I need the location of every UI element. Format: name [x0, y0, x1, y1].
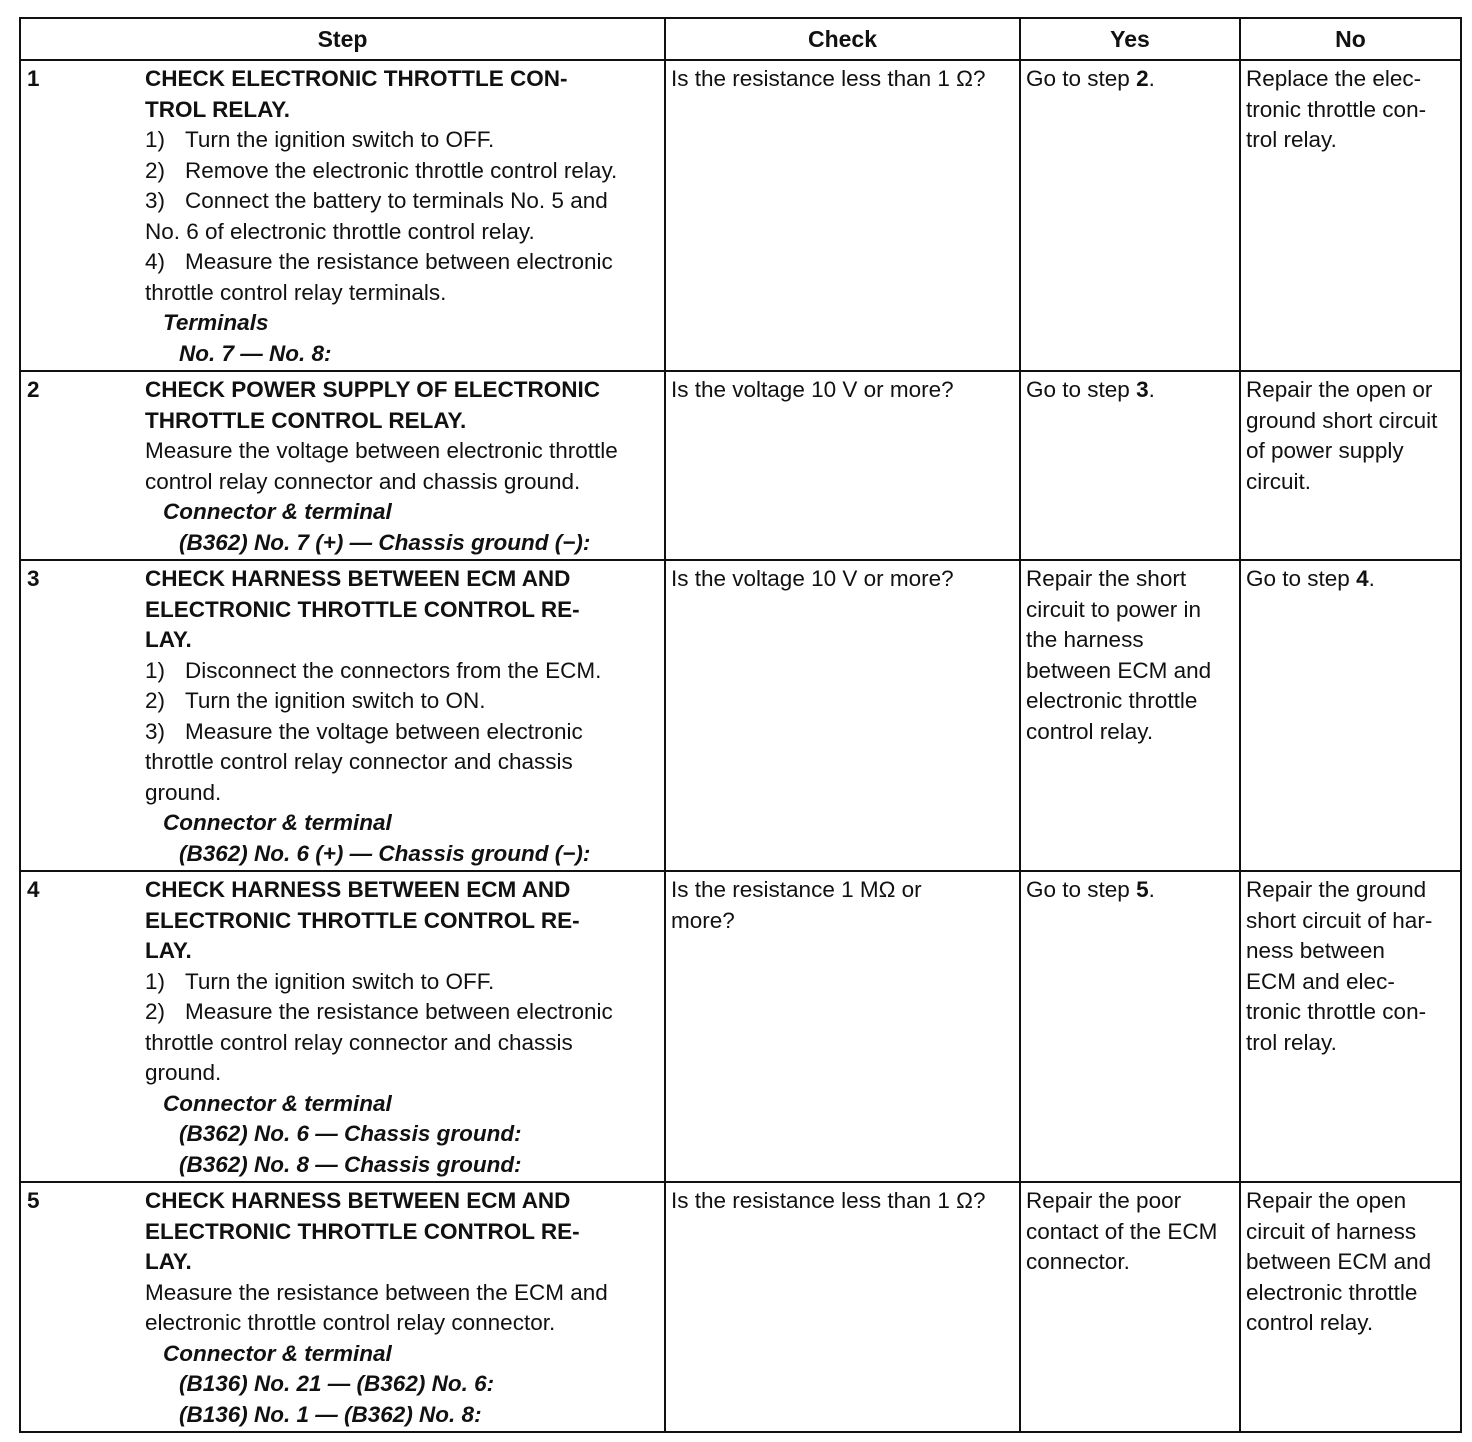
header-step: Step	[20, 18, 665, 60]
instruction-continuation: ground.	[145, 779, 222, 805]
no-cell	[1240, 560, 1461, 871]
table-row	[20, 1182, 1461, 1432]
no-cell	[1240, 371, 1461, 560]
yes-cell	[1020, 1182, 1240, 1432]
table-row	[20, 871, 1461, 1182]
spec-value: (B136) No. 21 — (B362) No. 6:	[179, 1371, 495, 1396]
check-text: Is the resistance 1 MΩ or more?	[671, 877, 922, 933]
no-cell	[1240, 871, 1461, 1182]
instruction: 3) Measure the voltage between electronic	[145, 718, 583, 744]
yes-cell	[1020, 60, 1240, 371]
no-text: Repair the ground short circuit of har- ness between ECM and elec- tronic throttle con- trol relay.	[1246, 877, 1433, 1055]
instruction: 2) Turn the ignition switch to ON.	[145, 688, 486, 713]
step-cell	[20, 371, 665, 560]
instruction: 4) Measure the resistance between electronic	[145, 249, 613, 274]
table-row	[20, 371, 1461, 560]
yes-cell	[1020, 560, 1240, 871]
check-cell	[665, 871, 1020, 1182]
header-row	[20, 18, 1461, 60]
step-cell	[20, 60, 665, 371]
instruction-continuation: ground.	[145, 1060, 222, 1085]
instruction-continuation: throttle control relay connector and chassis	[145, 1029, 573, 1055]
spec-value: No. 7 — No. 8:	[179, 340, 332, 366]
spec-heading: Connector & terminal	[163, 1090, 392, 1116]
yes-text: Go to step 3.	[1026, 377, 1155, 402]
instruction: 1) Turn the ignition switch to OFF.	[145, 127, 495, 152]
no-text: Replace the elec- tronic throttle con- trol relay.	[1246, 66, 1427, 152]
check-cell	[665, 371, 1020, 560]
yes-text: Repair the short circuit to power in the harness between ECM and electronic throttle control relay.	[1026, 566, 1212, 744]
instruction-continuation: No. 6 of electronic throttle control relay.	[145, 218, 535, 244]
yes-text: Go to step 5.	[1026, 877, 1155, 902]
spec-value: (B362) No. 6 (+) — Chassis ground (−):	[179, 840, 591, 866]
no-text: Repair the open circuit of harness between ECM and electronic throttle control relay.	[1246, 1188, 1432, 1335]
yes-text: Repair the poor contact of the ECM connector.	[1026, 1188, 1218, 1274]
no-cell	[1240, 1182, 1461, 1432]
instruction-continuation: throttle control relay connector and chassis	[145, 749, 573, 774]
step-number: 2	[27, 377, 40, 402]
instruction: 1) Turn the ignition switch to OFF.	[145, 968, 495, 994]
header-yes: Yes	[1020, 18, 1240, 60]
spec-value: (B362) No. 8 — Chassis ground:	[179, 1151, 522, 1177]
step-instruction: Measure the resistance between the ECM and	[145, 1279, 608, 1305]
spec-heading: Connector & terminal	[163, 810, 392, 835]
step-title: CHECK HARNESS BETWEEN ECM AND	[145, 1188, 571, 1213]
no-text: Repair the open or ground short circuit of power supply circuit.	[1246, 377, 1438, 494]
yes-text: Go to step 2.	[1026, 66, 1155, 91]
step-cell	[20, 871, 665, 1182]
step-title: LAY.	[145, 938, 192, 963]
table-row	[20, 60, 1461, 371]
spec-heading: Connector & terminal	[163, 499, 392, 524]
step-title: ELECTRONIC THROTTLE CONTROL RE-	[145, 596, 580, 622]
no-text: Go to step 4.	[1246, 566, 1375, 591]
step-instruction: control relay connector and chassis ground.	[145, 468, 581, 494]
check-text: Is the resistance less than 1 Ω?	[671, 66, 986, 91]
step-title: THROTTLE CONTROL RELAY.	[145, 407, 467, 433]
instruction: 1) Disconnect the connectors from the ECM.	[145, 657, 602, 683]
header-no: No	[1240, 18, 1461, 60]
check-cell	[665, 1182, 1020, 1432]
step-title: ELECTRONIC THROTTLE CONTROL RE-	[145, 907, 580, 933]
check-cell	[665, 560, 1020, 871]
step-instruction: Measure the voltage between electronic throttle	[145, 438, 618, 463]
instruction: 2) Remove the electronic throttle control relay.	[145, 157, 618, 183]
step-title: TROL RELAY.	[145, 96, 291, 122]
yes-cell	[1020, 871, 1240, 1182]
step-title: LAY.	[145, 627, 192, 652]
check-text: Is the voltage 10 V or more?	[671, 566, 954, 591]
step-number: 5	[27, 1188, 40, 1213]
step-title: CHECK ELECTRONIC THROTTLE CON-	[145, 66, 568, 91]
table-row	[20, 560, 1461, 871]
step-cell	[20, 560, 665, 871]
spec-value: (B362) No. 6 — Chassis ground:	[179, 1121, 522, 1146]
step-title: CHECK HARNESS BETWEEN ECM AND	[145, 877, 571, 902]
step-title: CHECK HARNESS BETWEEN ECM AND	[145, 566, 571, 591]
step-number: 4	[27, 877, 40, 902]
step-title: LAY.	[145, 1249, 192, 1274]
spec-value: (B362) No. 7 (+) — Chassis ground (−):	[179, 529, 591, 555]
step-cell	[20, 1182, 665, 1432]
check-text: Is the voltage 10 V or more?	[671, 377, 954, 402]
step-title: CHECK POWER SUPPLY OF ELECTRONIC	[145, 377, 601, 402]
step-title: ELECTRONIC THROTTLE CONTROL RE-	[145, 1218, 580, 1244]
header-check: Check	[665, 18, 1020, 60]
no-cell	[1240, 60, 1461, 371]
check-cell	[665, 60, 1020, 371]
step-number: 1	[27, 66, 40, 91]
spec-heading: Connector & terminal	[163, 1340, 392, 1366]
spec-heading: Terminals	[163, 310, 269, 335]
instruction: 3) Connect the battery to terminals No. 5 and	[145, 188, 608, 213]
spec-value: (B136) No. 1 — (B362) No. 8:	[179, 1401, 482, 1427]
yes-cell	[1020, 371, 1240, 560]
diagnostic-table	[19, 17, 1462, 1433]
instruction-continuation: throttle control relay terminals.	[145, 279, 447, 305]
check-text: Is the resistance less than 1 Ω?	[671, 1188, 986, 1213]
instruction: 2) Measure the resistance between electronic	[145, 999, 613, 1024]
step-instruction: electronic throttle control relay connector.	[145, 1310, 556, 1335]
step-number: 3	[27, 566, 40, 591]
